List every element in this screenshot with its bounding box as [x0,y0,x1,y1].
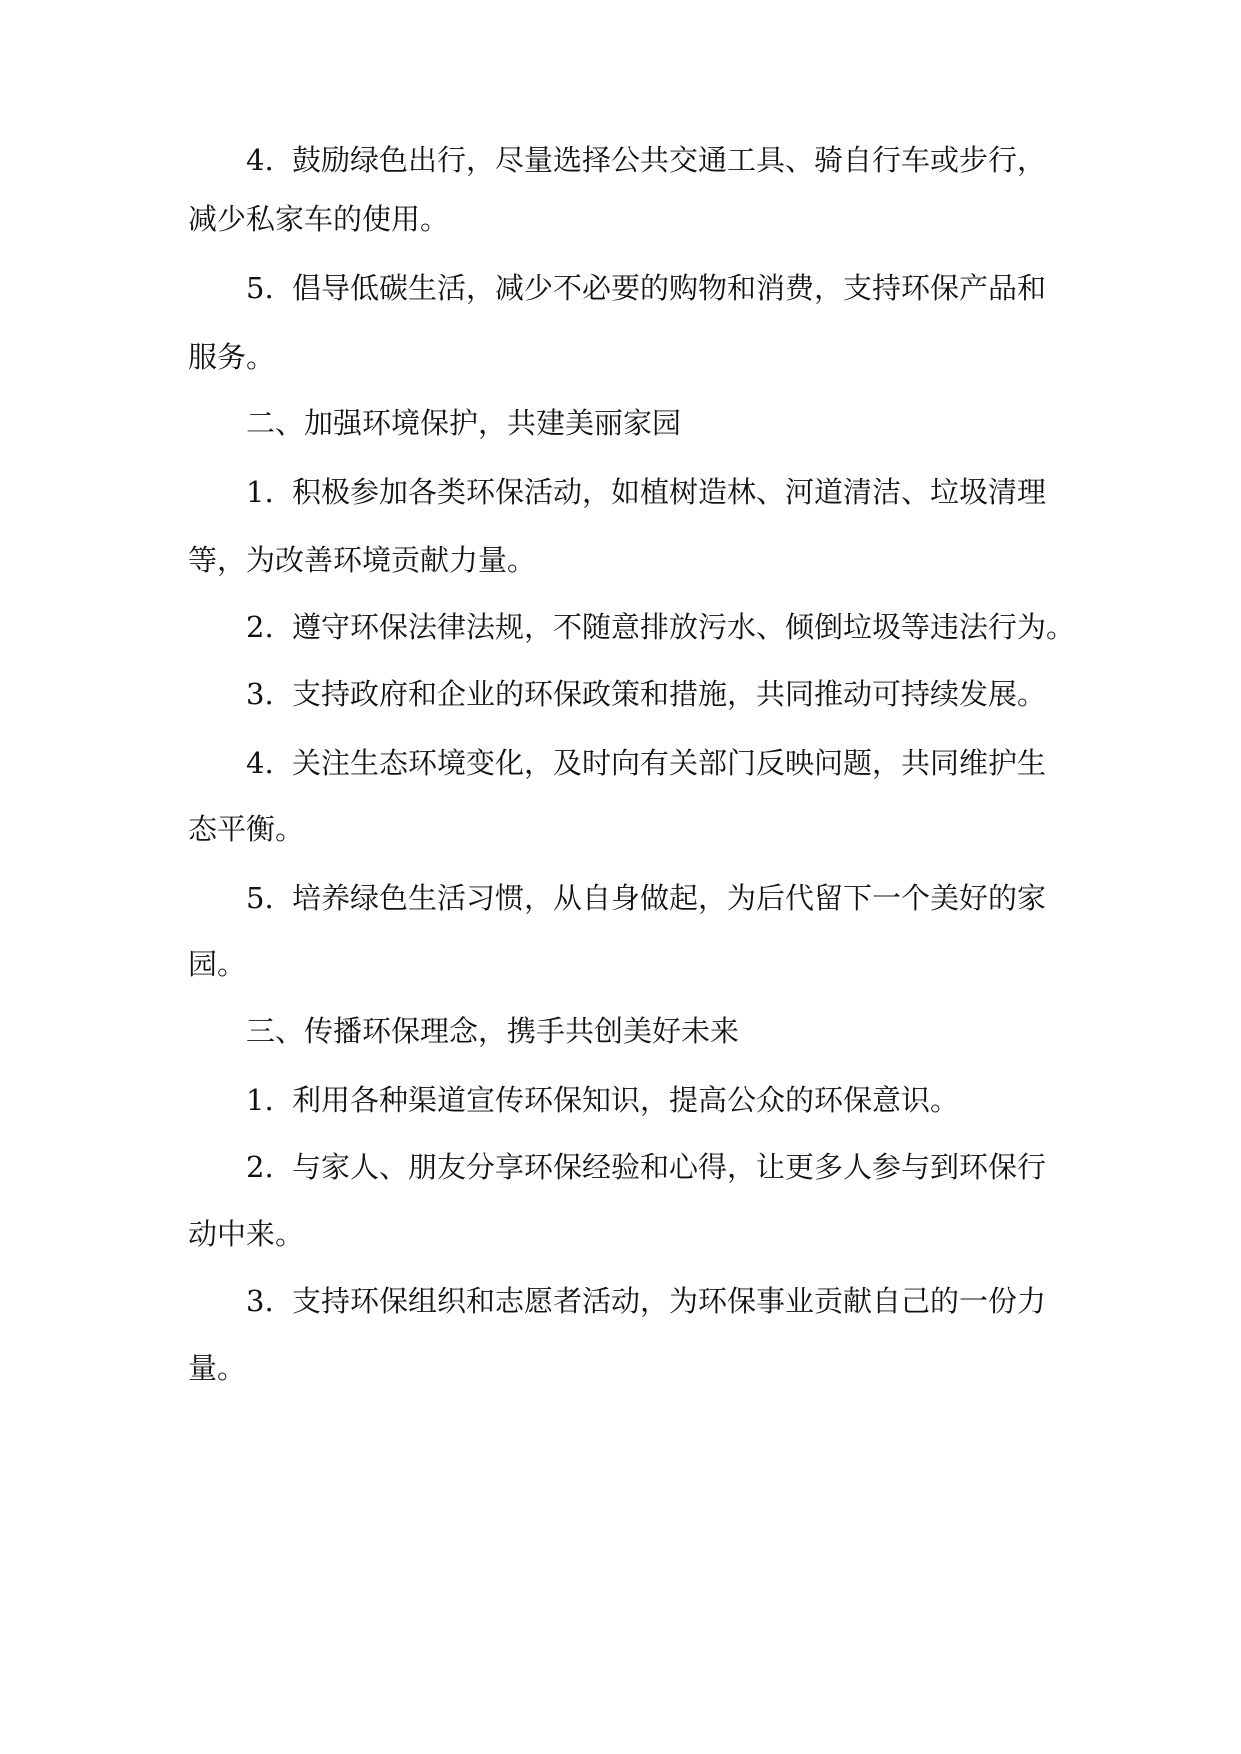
list-number: 4. [246,143,274,177]
list-item-text: 倡导低碳生活，减少不必要的购物和消费，支持环保产品和 [292,271,1047,305]
list-item-text: 关注生态环境变化，及时向有关部门反映问题，共同维护生 [292,746,1047,780]
list-item-first-line [246,268,1046,308]
list-number: 2. [246,610,274,644]
list-number: 4. [246,746,274,780]
list-item-text: 与家人、朋友分享环保经验和心得，让更多人参与到环保行 [292,1150,1047,1184]
list-item-continuation: 园。 [188,947,247,981]
list-item-continuation: 态平衡。 [188,812,305,846]
list-number: 5. [246,271,274,305]
list-number: 5. [246,881,274,915]
list-item-continuation: 动中来。 [188,1217,305,1251]
list-item-first-line [246,878,1046,918]
list-item-first-line [246,1080,959,1120]
list-item-continuation: 服务。 [188,340,276,374]
list-item-text: 支持环保组织和志愿者活动，为环保事业贡献自己的一份力 [292,1284,1047,1318]
list-item-continuation: 减少私家车的使用。 [188,202,450,236]
list-item-first-line [246,743,1046,783]
section-heading: 二、加强环境保护，共建美丽家园 [246,406,682,440]
list-number: 1. [246,475,274,509]
list-item-continuation: 等，为改善环境贡献力量。 [188,543,537,577]
list-item-first-line [246,607,1075,647]
list-number: 3. [246,677,274,711]
list-item-text: 支持政府和企业的环保政策和措施，共同推动可持续发展。 [292,677,1047,711]
list-item-first-line [246,472,1046,512]
list-item-text: 利用各种渠道宣传环保知识，提高公众的环保意识。 [292,1083,960,1117]
list-item-text: 遵守环保法律法规，不随意排放污水、倾倒垃圾等违法行为。 [292,610,1076,644]
list-item-first-line [246,1147,1046,1187]
section-heading: 三、传播环保理念，携手共创美好未来 [246,1014,740,1048]
list-item-text: 积极参加各类环保活动，如植树造林、河道清洁、垃圾清理 [292,475,1047,509]
list-item-text: 培养绿色生活习惯，从自身做起，为后代留下一个美好的家 [292,881,1047,915]
list-item-first-line [246,140,1046,180]
list-number: 3. [246,1284,274,1318]
list-number: 2. [246,1150,274,1184]
list-item-first-line [246,674,1046,714]
list-number: 1. [246,1083,274,1117]
list-item-first-line [246,1281,1046,1321]
list-item-continuation: 量。 [188,1351,247,1385]
list-item-text: 鼓励绿色出行，尽量选择公共交通工具、骑自行车或步行， [292,143,1047,177]
